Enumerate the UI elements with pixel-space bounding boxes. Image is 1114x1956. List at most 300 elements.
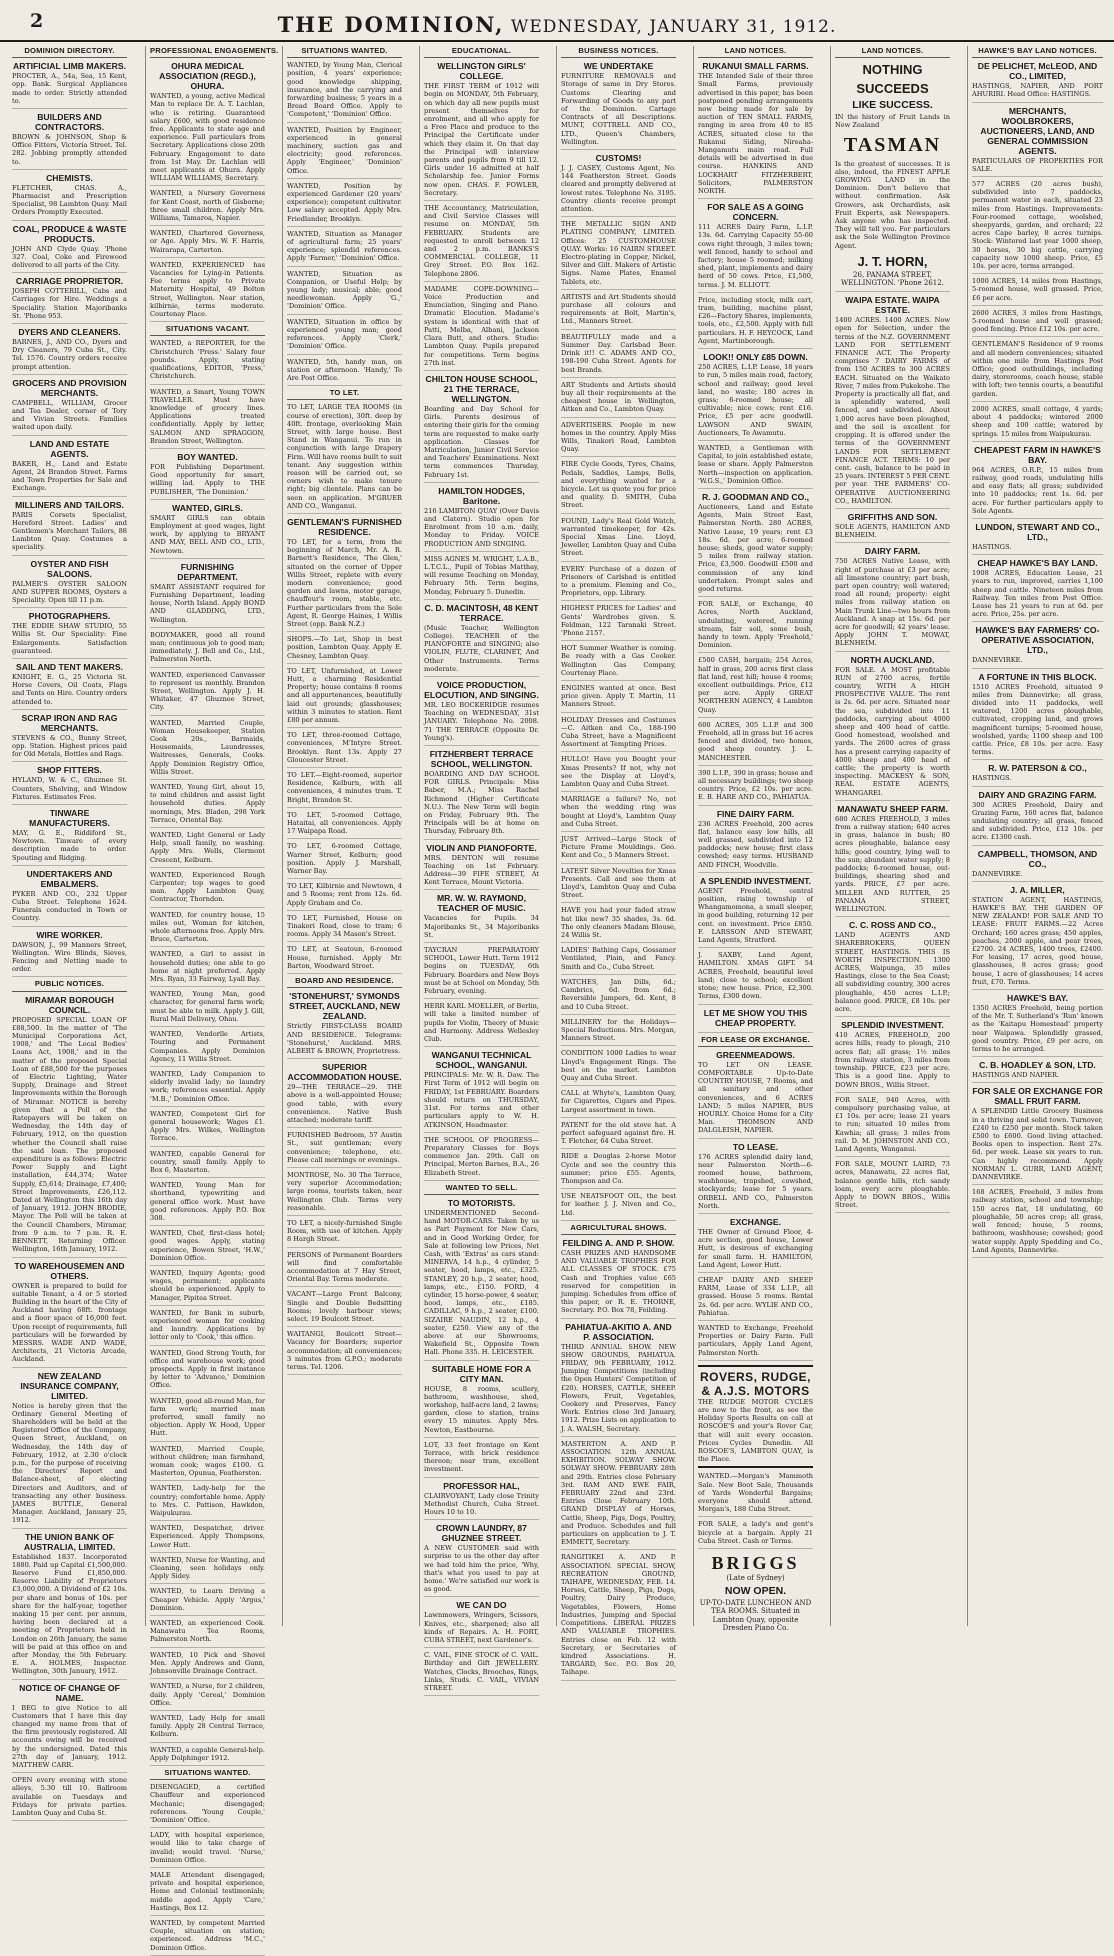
advertisement: [698, 61, 813, 199]
ad-body: 390 L.I.P., 390 in grass; house and all necessary buildings; two sheep country. Price, £2 10s. per acre. E. B. HARE AND CO., PAHIATUA.: [698, 768, 814, 802]
advertisement: [835, 546, 950, 651]
ad-body: TO LET, for a term, from the beginning of March, Mr. A. R. Barnett's Residence, 'The Glen,' situated on the corner of Upper Willis Street, replete with every modern convenience; good garden and lawns, motor garage, chauffeur's room, stable, etc. Further particulars from the Sole Agent, R. George Haines, 1 Willis Street (opp. Bank N.Z.): [287, 537, 402, 628]
advertisement: [287, 1131, 402, 1168]
ad-body: WANTED, a Nurse, for 2 children, daily. Apply 'Cereal,' Dominion Office.: [150, 1682, 265, 1707]
ad-body: WANTED, Inquiry Agents; good wages, permanent; applicants should be experienced. Apply to Manager, Pipitea Street.: [150, 1268, 265, 1302]
ad-body: Notice is hereby given that the Ordinary General Meeting of Shareholders will be held at the Registered Office of the Company, Queen Street, Auckland, on Wednesday, the 14th day of February, 1912, at 2.30 o'clock p.m., for the purpose of receiving the Directors' Report and Balance-sheet, of electing Directors and Auditors, and of transacting any other business. JAMES BUTTLE, General Manager. Auckland, January 25, 1912.: [12, 1401, 127, 1525]
section-heading: HAWKE'S BAY LAND NOTICES.: [972, 47, 1103, 58]
advertisement: [698, 1050, 813, 1139]
advertisement: [561, 1152, 676, 1189]
ad-body: THIRD ANNUAL SHOW. NEW SHOW GROUNDS, PAHIATUA. FRIDAY, 9th FEBRUARY, 1912. Jumping Competitions (including the Open Hunters' Competition of £20). HORSES, CATTLE, SHEEP. Flowers, Fruit, Vegetables, Cookery and Preserves, Fancy Work. Entries close 3rd January, 1912. Prize Lists on application to J. A. WALSH, Secretary.: [561, 1342, 676, 1433]
ad-body: FOR Publishing Department. Good opportunity for smart, willing lad. Apply to THE PUBLISHER, 'The Dominion.': [150, 462, 265, 496]
ad-body: WANTED, experienced Canvasser to represent us monthly. Brandon Street, Wellington. Apply J. H. Whitaker, 47 Ghuznee Street, City.: [150, 670, 265, 712]
advertisement: [972, 405, 1103, 442]
section-heading: BOARD AND RESIDENCE.: [287, 977, 402, 988]
ad-body: HYLAND, W. & C., Ghuznee St. Counters, Shelving, and Window Fixtures. Estimates Free.: [12, 776, 127, 801]
ad-heading: WANTED, GIRLS.: [172, 502, 243, 513]
advertisement: [12, 61, 127, 109]
advertisement: [698, 1276, 813, 1321]
horn-heading: J. T. HORN,: [857, 253, 928, 269]
ad-heading: FURNISHING DEPARTMENT.: [177, 561, 238, 582]
ad-body: 111 ACRES Dairy Farm, L.I.P. 13s. 6d. Carrying Capacity 55-60 cows right through, 3 miles town; well fenced, handy to school and factory; house 5 roomed; milking shed, plant, implements and dairy herd of 50 cows. Price, £1,500, terms. J. M. ELLIOTT.: [698, 223, 813, 289]
situations-wanted-listings: [150, 1783, 265, 1956]
ad-body: AGENT Freehold, central position, rising township of Whangamomona, a small sleeper, in good building, returning 12 per cent. on investment. Price £850. F. LARSSON AND STEWART, Land Agents, Stratford.: [698, 886, 813, 945]
ad-body: TO LET, at Seatoun, 6-roomed House, furnished. Apply Mr. Barton, Woodward Street.: [287, 945, 402, 970]
lease-exchange-listings: [698, 1050, 813, 1361]
briggs-status: NOW OPEN.: [724, 1585, 787, 1598]
advertisement: [972, 180, 1103, 274]
business-listings: [561, 61, 676, 1221]
ad-heading: MR. W. W. RAYMOND, TEACHER OF MUSIC.: [437, 893, 526, 914]
misc-listings: [698, 1472, 813, 1549]
column-land-notices-1: [693, 46, 817, 1632]
advertisement: [150, 1746, 265, 1766]
ad-body: TO LET, Kilbirnie and Newtown, 4 and 5 Rooms; rent from 12s. 6d. Apply Graham and Co.: [287, 882, 402, 907]
advertisement: [150, 339, 265, 384]
ad-body: BAKER, H., Land and Estate Agent, 24 Brandon Street. Farms and Town Properties for Sale and Exchange.: [12, 459, 127, 493]
advertisement: [287, 991, 402, 1059]
advertisement: [424, 1523, 539, 1597]
ad-heading: CHILTON HOUSE SCHOOL, 21 THE TERRACE, WELLINGTON.: [425, 373, 538, 404]
advertisement: [12, 1683, 127, 1774]
ad-body: RIDE a Douglas 2-horse Motor Cycle and see the country this summer; price £55. Agents, Thompson and Co.: [561, 1152, 676, 1185]
advertisement: [150, 388, 265, 449]
ad-heading: FINE DAIRY FARM.: [716, 808, 795, 819]
advertisement: [972, 885, 1103, 990]
advertisement: [698, 1324, 813, 1361]
ad-heading: MERCHANTS, WOOLBROKERS, AUCTIONEERS, LAND, AND GENERAL COMMISSION AGENTS.: [980, 105, 1095, 156]
briggs-text: UP-TO-DATE LUNCHEON AND TEA ROOMS. Situated in Lambton Quay, opposite Dresden Piano Co.: [699, 1599, 812, 1632]
ad-body: PRINCIPALS: Mr. W. R. Daw. The First Term of 1912 will begin on FRIDAY, 1st FEBRUARY. Boarders should return on THURSDAY, 31st. For terms and other particulars apply to W. H. ATKINSON, Headmaster.: [424, 1071, 539, 1129]
ad-heading: COAL, PRODUCE & WASTE PRODUCTS.: [12, 223, 127, 244]
ad-body: 964 ACRES, O.R.P., 15 miles from railway, good roads, undulating hills and easy flats; all grass; subdivided into 10 paddocks; rent 1s. 6d. per acre. For further particulars apply to Sole Agents.: [972, 465, 1103, 515]
ad-body: FOR SALE. A MOST profitable RUN of 2700 acres, fertile country, WITH A HIGH PROSPECTIVE VALUE. The rent is 2s. 6d. per acre. Situated near the sea, subdivided into 11 paddocks, carrying about 4000 sheep and 400 head of cattle. Good homestead, woolshed and yards. The 2600 acres of grass has a present carrying capacity of 4000 sheep and 400 head of cattle; the property is worth inspecting. MACKESY & SON, REAL ESTATE AGENTS, WHANGAREI.: [835, 665, 950, 797]
advertisement: [150, 452, 265, 500]
section-heading: PUBLIC NOTICES.: [12, 980, 127, 991]
ad-heading: CHEAPEST FARM IN HAWKE'S BAY.: [974, 444, 1101, 465]
ad-body: MAY, G. E., Riddiford St., Newtown. Tinware of every description made to order. Spouting and Ridging.: [12, 828, 127, 862]
ad-heading: C. C. ROSS AND CO.,: [848, 920, 937, 931]
advertisement: [972, 763, 1103, 786]
advertisement: [12, 1532, 127, 1680]
situations-vacant-listings: [150, 339, 265, 1765]
motors-heading: ROVERS, RUDGE, & A.J.S. MOTORS: [699, 1369, 811, 1398]
land-listings: [698, 61, 813, 1032]
advertisement: [424, 285, 539, 371]
advertisement: [12, 224, 127, 274]
advertisement: [424, 374, 539, 483]
ad-body: WANTED, Married Couple, without children; man farmhand, woman cook; wages £100. G. Masterton, Opunua, Featherston.: [150, 1444, 265, 1478]
ad-body: STATION AGENT, HASTINGS, HAWKE'S BAY. THE GARDEN OF NEW ZEALAND! FOR SALE AND TO LEASE: FRUIT FARMS.—22 Acres Orchard; 160 acres grass; 450 apples, peaches, 2000 apple, and pear trees, £2700. 24 ACRES, 1400 trees, £2400. For leasing, 17 acres, good house, glasshouses, 8 acres grass; good house, 1 acre of glasshouses; 14 acres fruit, £70. Terms.: [972, 895, 1103, 986]
advertisement: [12, 930, 127, 978]
advertisement: [150, 671, 265, 716]
ad-body: WANTED, 10 Pick and Shovel Men. Apply Andrews and Gunn, Johnsonville Drainage Contract.: [150, 1650, 265, 1676]
advertisement: [698, 721, 813, 766]
advertisement: [972, 1060, 1103, 1083]
ad-body: PERSONS of Permanent Boarders will find comfortable accommodation at 7 Hay Street, Oriental Bay. Terms moderate.: [287, 1250, 402, 1284]
ad-body: Strictly FIRST-CLASS BOARD AND RESIDENCE. Telegrams: 'Stonehurst,' Auckland. MRS. ALBERT & BROWN, Proprietress.: [287, 1022, 402, 1055]
ad-body: 300 ACRES Freehold, Dairy and Grazing Farm, 160 acres flat, balance undulating country; all grass, fenced and subdivided. Price, £12 10s. per acre. £1300 cash.: [972, 800, 1103, 842]
advertisement: [972, 1086, 1103, 1185]
ad-body: SMART GIRLS can obtain Employment at good wages, light work, by applying to BRYANT AND MAY, BELL AND CO., LTD., Newtown.: [150, 513, 265, 555]
section-heading: SITUATIONS VACANT.: [150, 325, 265, 336]
ad-heading: BOY WANTED.: [177, 451, 238, 462]
advertisement: [12, 112, 127, 170]
advertisement: [972, 1188, 1103, 1258]
advertisement: [150, 189, 265, 226]
advertisement: [424, 749, 539, 840]
ad-body: BOARDING AND DAY SCHOOL FOR GIRLS. Principals: Miss Baber, M.A.; Miss Rachel Richmond (Higher Certificate N.U.). The New Term will begin on Friday, February 9th. The Principals will be at home on Thursday, February 8th.: [424, 770, 539, 836]
ad-body: WANTED, good all-round Man, for farm work; married man preferred, small family no objection. Apply W. Hood, Upper Hutt.: [150, 1396, 265, 1438]
ad-heading: GREENMEADOWS.: [716, 1049, 795, 1060]
column-hawkes-bay: [967, 46, 1107, 1626]
advertisement: [424, 486, 539, 552]
advertisement: [835, 804, 950, 917]
ad-heading: C. B. HOADLEY & SON, LTD.: [979, 1060, 1096, 1071]
ad-body: BODYMAKER, good all round man; continuous job to good man; immediately. J. Bell and Co., Ltd., Palmerston North.: [150, 630, 265, 664]
masthead: [0, 0, 1114, 42]
advertisement: [150, 229, 265, 258]
like-success-heading: LIKE SUCCESS.: [852, 99, 933, 112]
ad-heading: R. J. GOODMAN AND CO.,: [701, 491, 810, 502]
ad-heading: VIOLIN AND PIANOFORTE.: [426, 842, 537, 853]
advertisement: [561, 835, 676, 864]
column-educational: [419, 46, 543, 1693]
advertisement: [150, 950, 265, 987]
advertisement: [698, 769, 813, 806]
ad-heading: DE PELICHET, McLEOD, AND CO., LIMITED,: [977, 61, 1098, 82]
section-heading: WANTED TO SELL.: [424, 1184, 539, 1195]
ad-heading: MANAWATU SHEEP FARM.: [837, 803, 948, 814]
advertisement: [150, 1030, 265, 1067]
advertisement: [287, 1290, 402, 1327]
advertisement: [287, 635, 402, 664]
ad-heading: SHOP FITTERS.: [37, 765, 102, 776]
advertisement: [561, 604, 676, 641]
ad-body: WANTED, Good Strong Youth, for office and warehouse work; good prospects. Apply in first instance by letter to 'Advance,' Dominion Office.: [150, 1348, 265, 1390]
nothing-heading: NOTHING: [862, 62, 923, 78]
ad-body: J. SAXBY, Land Agent, HAMILTON. XMAS GIFT. 54 ACRES, Freehold, beautiful level land; close to school; excellent stone; new house. Price, £2,300. Terms, £300 down.: [698, 951, 813, 1001]
advertisement: [150, 631, 265, 668]
ad-body: WANTED, a REPORTER, for the Christchurch 'Press.' Salary four pounds. Apply, stating qualifications, EDITOR, 'Press,' Christchurch.: [150, 339, 265, 381]
advertisement: [698, 352, 813, 441]
ad-body: DAWSON, J., 99 Manners Street, Wellington. Wire Blinds, Sieves, Fencing and Netting made to order.: [12, 940, 127, 974]
column-directory: [8, 46, 131, 1818]
ad-body: MARRIAGE a failure? No, not when the wedding ring was bought at Lloyd's, Lambton Quay and Cuba Street.: [561, 795, 676, 828]
ad-body: FOR SALE, a lady's and gent's bicycle at a bargain. Apply 21 Cuba Street. Cash or Terms.: [698, 1520, 813, 1545]
advertisement: [698, 1217, 813, 1273]
ad-body: WANTED, Lady Companion to elderly invalid lady; no laundry work; references essential. Apply 'M.B.,' Dominion Office.: [150, 1069, 265, 1103]
ad-heading: HAWKE'S BAY.: [1007, 993, 1068, 1004]
ad-body: WANTED, Position by Engineer, experienced in general machinery, suction gas and electricity; good references. Apply 'Engineer,' 'Dominion' Office.: [287, 125, 402, 175]
ad-heading: PHOTOGRAPHERS.: [28, 611, 111, 622]
ad-body: SOLE AGENTS, HAMILTON AND BLENHEIM.: [835, 522, 950, 540]
ad-body: WAITANGI, Boulcott Street—Vacancy for Boarders; superior accommodation; all conveniences; 3 minutes from G.P.O.; moderate terms. Tel. 1206.: [287, 1330, 402, 1371]
ad-heading: PAHIATUA-AKITIO A. AND P. ASSOCIATION.: [565, 1321, 672, 1342]
advertisement: [835, 1160, 950, 1213]
ad-body: JUST Arrived—Large Stock of Picture Frame Mouldings. Geo. Kent and Co., 5 Manners Street.: [561, 835, 676, 860]
advertisement: [698, 809, 813, 873]
advertisement: [698, 492, 813, 597]
advertisement: [698, 876, 813, 948]
briggs-advert: [698, 1553, 813, 1632]
ad-body: SMART ASSISTANT required for Furnishing Department, leading house, North Island. Apply BOND AND GLADDING, LTD., Wellington.: [150, 582, 265, 624]
ad-body: WANTED, for Bank in suburb, experienced woman for cooking and laundry. Applications by letter only to 'Cook,' this office.: [150, 1308, 265, 1342]
ad-body: ENGINES wanted at once. Best price given. Apply T. Martin, 11 Manners Street.: [561, 684, 676, 709]
ad-heading: WELLINGTON GIRLS' COLLEGE.: [437, 61, 526, 82]
ad-body: 600 ACRES, 305 L.I.P. and 300 Freehold, all in grass but 16 acres fenced and divided, two homes, good sheep country. J. L. MANCHESTER.: [698, 720, 813, 762]
board-residence-listings: [287, 991, 402, 1375]
ad-heading: FITZHERBERT TERRACE SCHOOL, WELLINGTON.: [429, 749, 534, 769]
ad-body: WANTED, Chef, first-class hotel; good wages. Apply, stating experience, Bowen Street, 'H.W.,' Dominion Office.: [150, 1229, 265, 1262]
ad-body: WANTED, Situation in office by experienced young man; good references. Apply 'Clerk,' 'Dominion' Office.: [287, 317, 402, 351]
advertisement: [424, 603, 539, 677]
briggs-heading: BRIGGS: [711, 1553, 800, 1574]
advertisement: [287, 1062, 402, 1128]
succeeds-heading: SUCCEEDS: [856, 81, 929, 97]
ad-heading: HAWKE'S BAY FARMERS' CO-OPERATIVE ASSOCIATION, LTD.,: [975, 625, 1100, 656]
ad-body: 176 ACRES splendid dairy land, near Palmerston North—6-roomed house, bathroom, washhouse, trapshed, cowshed, stockyards; lease for 5 years. ORBELL AND CO., Palmerston North.: [698, 1152, 813, 1210]
column-professional: [145, 46, 279, 1952]
advertisement: [561, 1322, 676, 1437]
ad-body: WANTED, 5th, handy man, on station or afternoon. 'Handy,' To Are Post Office.: [287, 357, 402, 382]
ad-body: WANTED, Lady-help for the country; comfortable home. Apply to Mrs. C. Pattison, Hawkdon, Waipukurau.: [150, 1484, 265, 1518]
ad-body: THE SCHOOL OF PROGRESS—Preparatory Classes for Boys commence Jan. 29th. Call on Principal, Merton Barnes, B.A., 26 Elizabeth Street.: [424, 1135, 540, 1177]
advertisement: [287, 1330, 402, 1375]
advertisement: [287, 1171, 402, 1216]
ad-body: OPEN every evening with stone alleys, 5.30 till 10. Ballroom available on Tuesdays and Fridays for private parties. Lambton Quay and Cuba St.: [12, 1776, 127, 1818]
ad-body: 1350 ACRES Freehold, being portion of the Mr. T. Sutherland's 'Run' known as the 'Kaitapu Homestead' property near Waipawa. Splendidly grassed, good country. Price, £9 per acre, on terms to be arranged.: [972, 1004, 1103, 1054]
ad-body: JOSEPH COTTERILL, Cabs and Carriages for Hire. Weddings a Speciality. Station Majoribanks St. 'Phone 953.: [12, 287, 127, 320]
ad-heading: RUKANUI SMALL FARMS.: [702, 61, 809, 72]
advertisement: [150, 871, 265, 908]
advertisement: [150, 1524, 265, 1553]
ad-body: PARTICULARS OF PROPERTIES FOR SALE.: [972, 156, 1103, 173]
advertisement: [424, 1651, 539, 1696]
advertisement: [12, 995, 127, 1258]
advertisement: [12, 1371, 127, 1529]
ad-body: TO LET.—Eight-roomed, superior Residence, Kelburn, with all conveniences, 4 minutes tram. T. Bright, Brandon St.: [287, 771, 402, 804]
ad-heading: CUSTOMS!: [595, 153, 642, 164]
advertisement: [561, 1018, 676, 1047]
advertisement: [424, 204, 539, 282]
advertisement: [424, 1050, 539, 1132]
ad-body: FOR SALE, MOUNT LAIRD, 73 acres, Manawatu, 22 acres flat, balance gentle hills, rich sandy loam, every acre ploughable. Apply to DOWN BROS., Willis Street.: [835, 1160, 950, 1210]
ad-body: 577 ACRES (20 acres bush), subdivided into 7 paddocks, permanent water in each, situated 23 miles from Hastings. Improvements: Four-roomed cottage, woolshed, sheepyards, garden, and orchard; 22 acres Cape barley, 8 acres turnips. Stock: Wintered last year 1000 sheep, 30 horses, 30 big cattle, carrying capacity now 1000 sheep. Price, £5 10s. per acre, terms arranged.: [972, 180, 1103, 271]
ad-heading: MIRAMAR BOROUGH COUNCIL.: [25, 994, 114, 1015]
advertisement: [561, 381, 676, 418]
advertisement: [698, 1520, 813, 1549]
ad-body: WANTED, a Girl to assist in household duties; one able to go home at night preferred. Apply Mrs. Ryan, 33 Fairway, Lyall Bay.: [150, 950, 265, 984]
advertisement: [12, 713, 127, 763]
ad-heading: C. D. MACINTOSH, 48 KENT TERRACE.: [424, 602, 539, 623]
ad-body: HERR KARL MOELLER, of Berlin, will take a limited number of pupils for Violin, Theory of Music and Harmony. Address Wellesley Club.: [424, 1002, 539, 1044]
advertisement: [287, 771, 402, 808]
tasman-heading: TASMAN: [843, 133, 942, 156]
advertisement: [12, 559, 127, 609]
ad-body: HIGHEST PRICES for Ladies' and Gents' Wardrobes given. S. Feldman, 122 Taranaki Street. 'Phone 2157.: [561, 604, 676, 637]
ad-body: HOLIDAY Dresses and Costumes—C. Aitken and Co., 188-190 Cuba Street, have a Magnificent Assortment at Tempting Prices.: [561, 715, 676, 749]
advertisement: [835, 1020, 950, 1092]
ad-body: A NEW CUSTOMER said with surprise to us the other day after we had told him the price, 'Why, that's what you used to pay at home.' We're satisfied our work is as good.: [424, 1544, 539, 1594]
professional-listings: [150, 61, 265, 322]
ad-body: FIRE Cycle Goods, Tyres, Chains, Pedals, Saddles, Lamps, Bells, and everything wanted for a bicycle. Let us quote you for price and quality. D. SMITH, Cuba Street.: [561, 460, 676, 510]
advertisement: [698, 444, 813, 489]
ad-body: GENTLEMAN'S Residence of 9 rooms and all modern conveniences; situated within one mile from Hastings Post Office; good outbuildings, including dairy, storerooms, coach house, stable with loft; two tennis courts, a beautiful garden.: [972, 340, 1103, 398]
advertisement: [12, 327, 127, 375]
advertisement: [561, 1238, 676, 1319]
ad-body: MRS. DENTON will resume Teaching on 1st February. Address—39 FIFE STREET, At Kent Terrace, Mount Victoria.: [424, 853, 539, 887]
advertisement: [287, 182, 402, 227]
advertisement: [150, 562, 265, 628]
ad-body: HOT Summer Weather is coming. Be ready with a Gas Cooker. Wellington Gas Company, Courtenay Place.: [561, 644, 676, 677]
public-notices-listings: [12, 995, 127, 1822]
section-heading: LAND NOTICES.: [835, 47, 950, 58]
ad-body: Vacancies for Pupils. 34 Majoribanks St., 34 Majoribanks St.: [424, 914, 539, 939]
ad-body: MR. LEO BOCKERIDGE resumes Teaching on WEDNESDAY, 31st JANUARY. Telephone No. 2008. 71 THE TERRACE (Opposite Dr. Young's).: [424, 700, 539, 742]
advertisement: [150, 503, 265, 559]
advertisement: [561, 153, 676, 217]
advertisement: [150, 1349, 265, 1394]
advertisement: [150, 1831, 265, 1868]
advertisement: [698, 202, 813, 293]
advertisement: [972, 790, 1103, 846]
advertisement: [561, 644, 676, 681]
ad-body: WANTED, by competent Married Couple, situation on station; experienced. Address 'M.C.,' Dominion Office.: [150, 1918, 265, 1952]
ad-heading: LET ME SHOW YOU THIS CHEAP PROPERTY.: [703, 1007, 808, 1028]
ad-heading: R. W. PATERSON & CO.,: [988, 763, 1087, 774]
ad-body: HOUSE, 8 rooms, scullery, bathroom, washhouse, shed, workshop, half-acre land, 2 lawns; garden, close to station, trains every 15 minutes. Apply Mrs. Newton, Eastbourne.: [424, 1384, 539, 1434]
ad-body: OWNER is prepared to build for suitable Tenant, a 4 or 5 storied Building in the heart of the City of Auckland having 68ft. frontage and a floor space of 16,000 feet. Upon receipt of requirements, full particulars will be forwarded by MESSRS. WADE AND WADE, Architects, 21 Victoria Arcade, Auckland.: [12, 1281, 127, 1364]
section-heading: DOMINION DIRECTORY.: [12, 47, 127, 58]
advertisement: [150, 1110, 265, 1147]
ad-body: 2000 ACRES, small cottage, 4 yards; about 4 paddocks; wintered 2000 sheep and 100 cattle; watered by springs. 15 miles from Waipukurau.: [972, 404, 1103, 438]
ad-body: WANTED, a Smart, Young TOWN TRAVELLER. Must have knowledge of grocery lines. Applications treated confidentially. Apply by letter, SALMON AND SPRAGGON, Brandon Street, Wellington.: [150, 387, 265, 445]
ad-body: LOT, 33 feet frontage on Kent Terrace, with brick residence thereon; near tram, excellent investment.: [424, 1440, 539, 1474]
advertisement: [150, 1229, 265, 1266]
ad-heading: FEILDING A. AND P. SHOW.: [562, 1237, 675, 1248]
column-situations: [282, 46, 406, 1626]
ad-heading: CAMPBELL, THOMSON, AND CO.,: [977, 848, 1098, 869]
ad-body: THE Intended Sale of their three Small Farms, previously advertised in this paper, has been postponed pending arrangements now being made for sale by auction of TEN SMALL FARMS, ranging in area from 40 to 85 ACRES, situated close to the Rukanui Siding, Nireaha-Mangamutu main road. Full details will be advertised in due course. HANKINS AND LOCKHART FITZHERBERT, Solicitors, PALMERSTON NORTH.: [698, 72, 813, 196]
ad-heading: OHURA MEDICAL ASSOCIATION (REGD.), OHURA.: [159, 61, 256, 92]
ad-body: TO LET, Unfurnished, at Lower Hutt, a charming Residential Property; house contains 8 rooms and all appurtenances, beautifully laid out grounds; glasshouses; within 3 minutes to station. Rent £80 per annum.: [287, 666, 402, 725]
advertisement: [972, 993, 1103, 1057]
advertisement: [561, 565, 676, 602]
ad-heading: TINWARE MANUFACTURERS.: [29, 807, 110, 828]
hawkes-bay-listings: [972, 61, 1103, 1258]
ad-body: PROPOSED SPECIAL LOAN OF £88,500. In the matter of 'The Municipal Corporations Act, 1908,' and 'The Local Bodies' Loans Act, 1908,' and in the matter of the proposed Special Loan of £88,500 for the purposes of Electric Lighting, Water Supply, Drainage and Street Improvements within the Borough of Miramar. NOTICE is hereby given that a Poll of the Ratepayers will be taken on Wednesday, the 14th day of February, 1912, on the question whether the Council shall raise the said loan. The proposed expenditure is as follows: Electric Power Supply and Light installation, £44,374; Water Supply, £5,614; Drainage, £7,400; Street Improvements, £26,112. Dated at Wellington this 16th day of January, 1912. JOHN BRODIE, Mayor. The Poll will be taken at the Council Chambers, Miramar, from 9 a.m. to 7 p.m. R. E. BENNETT, Returning Officer. Wellington, 16th January, 1912.: [12, 1015, 128, 1254]
tasman-advert: [835, 134, 950, 293]
advertisement: [150, 1871, 265, 1916]
ad-body: HASTINGS, NAPIER, AND PORT AHURIRI. Head Office: HASTINGS.: [972, 82, 1103, 99]
ad-body: WANTED, a capable General-help. Apply Dolphinger 1912.: [150, 1745, 265, 1762]
ad-heading: MILLINERS AND TAILORS.: [15, 499, 124, 510]
ad-body: 1400 ACRES. 1400 ACRES. Now open for Selection, under the terms of the N.Z. GOVERNMENT LAND FOR SETTLEMENT FINANCE ACT. The Property comprises 7 DAIRY FARMS of from 150 ACRES to 300 ACRES EACH. Situated on the Waikato River, 7 miles from Pukekohe. The Property is practically all flat, and is splendidly watered, well fenced, and subdivided. About 1,000 acres have been ploughed, and the soil is excellent for cropping. It is offered under the terms of the GOVERNMENT LANDS FOR SETTLEMENT FINANCE ACT. TERMS: 10 per cent. cash, balance to be paid in 25 years. INTEREST 5 PER CENT. per year. THE FARMERS' CO-OPERATIVE AUCTIONEERING CO., HAMILTON.: [835, 316, 950, 505]
ad-body: TO LET, LARGE TEA ROOMS (in course of erection), 30ft. deep by 40ft. frontage, overlooking Main Street, with large house. Best Stand in Wanganui. To run in conjunction with large Drapery Firm. Will have rooms built to suit tenant. Any suggestion within reason will be carried out, so owners wish to make tenure right; big clientele. Plans can be seen on application. M'GRUER AND CO., Wanganui.: [287, 403, 402, 510]
ad-body: LADIES' Bathing Caps, Gossamer Ventilated, Plain, and Fancy. Smith and Co., Cuba Street.: [561, 946, 676, 971]
ad-body: MASTERTON A. AND P. ASSOCIATION. 12th ANNUAL EXHIBITION. SOLWAY SHOW. SOLWAY SHOW. FEBRUARY 28th and 29th. Entries close February 3rd. RAM AND EWE FAIR, FEBRUARY 22nd and 23rd. Entries Close February 10th. GRAND DISPLAY of Horses, Cattle, Sheep, Pigs, Dogs, Poultry, and Produce. Schedules and full particulars on application to J. T. EMMETT, Secretary.: [561, 1439, 676, 1547]
ad-body: WANTED, for country house, 15 miles out, Woman for kitchen, whole afternoons free. Apply Mrs. Bruce, Carterton.: [150, 910, 265, 944]
ad-body: 168 ACRES, Freehold, 3 miles from railway station, school and township; 150 acres flat, 18 undulating, 60 ploughable, 50 acres crop; all grass, well fenced; house, 5 rooms, bathroom, washhouse; cowshed; good water supply. Apply Spedding and Co., Land Agents, Dannevirke.: [972, 1188, 1103, 1254]
ad-heading: FOR SALE OR EXCHANGE FOR SMALL FRUIT FARM.: [972, 1086, 1103, 1107]
ad-body: A SPLENDID Little Grocery Business in a thriving and solid town. Turnover, £240 to £250 per month. Stock taken £500 to £600. Good living attached. Books open to inspection. Rent 27s. 6d. per week. Lease six years to run. Can highly recommend. Apply NORMAN L. GURR, LAND AGENT, DANNEVIRKE.: [972, 1107, 1103, 1182]
ad-heading: VOICE PRODUCTION, ELOCUTION, AND SINGING.: [424, 679, 539, 700]
ad-body: 1510 ACRES Freehold, situated 9 miles from Dannevirke; all grass, divided into 11 paddocks, well watered, 1200 acres ploughable, cultivated, cropping land, and grows magnificent turnips; 5-roomed house, woolshed, yards; 1100 sheep and 100 cattle. Price, £8 10s. per acre. Easy terms.: [972, 682, 1103, 757]
advertisement: [561, 716, 676, 753]
advertisement: [150, 990, 265, 1027]
advertisement: [424, 1441, 539, 1478]
advertisement: [287, 842, 402, 879]
advertisement: [972, 849, 1103, 882]
ad-body: 1000 ACRES, 14 miles from Hastings, 5-roomed house, well grassed. Price, £6 per acre.: [972, 277, 1103, 302]
nothing-succeeds-advert: [835, 62, 950, 129]
advertisement: [561, 946, 676, 975]
directory-listings: [12, 61, 127, 977]
advertisement: [287, 358, 402, 387]
section-heading: BUSINESS NOTICES.: [561, 47, 676, 58]
ad-body: BROWN & JOHNSON, Shop & Office Fitters, Victoria Street. Tel. 282. Jobbing promptly attended to.: [12, 133, 127, 166]
advertisement: [972, 106, 1103, 177]
ad-body: WANTED, a Gentleman with Capital, to join established estate, lease or share. Apply Palmerston North—inspection on application. 'W.G.S.,' Dominion Office.: [698, 443, 813, 485]
ad-body: 410 ACRES, FREEHOLD, 200 acres hills, ready to plough, 210 acres flat; all grass; 1½ miles from railway station, 3 miles from township. PRICE, £23 per acre. This is a good line. Apply to DOWN BROS., Willis Street.: [835, 1031, 950, 1089]
ad-body: LADY, with hospital experience, would like to take charge of invalid; would travel. 'Nurse,' Dominion Office.: [150, 1831, 265, 1864]
ad-body: WANTED, Light General or Lady Help, small family, no washing. Apply Mrs. Wells, Clermont Crescent, Kelburn.: [150, 831, 265, 864]
ad-body: CHEAP DAIRY AND SHEEP FARM, Lease of 334 L.I.P., all grassed. House 5 rooms. Rental 2s. 6d. per acre. WYLIE AND CO., Pahiatua.: [698, 1275, 813, 1317]
ad-body: CASH PRIZES AND HANDSOME AND VALUABLE TROPHIES FOR ALL CLASSES OF STOCK. £75 Cash and Trophies value £65 reserved for competition in jumping. Schedules from office of this paper, or R. E. THORNE, Secretary. P.O. Box 78, Feilding.: [561, 1248, 676, 1315]
column-land-notices-2: [830, 46, 954, 1626]
advertisement: [287, 517, 402, 632]
ad-heading: GROCERS AND PROVISION MERCHANTS.: [12, 377, 127, 398]
advertisement: [561, 1049, 676, 1086]
advertisement: [561, 333, 676, 378]
section-heading: AGRICULTURAL SHOWS.: [561, 1224, 676, 1235]
ad-body: CONDITION 1000 Ladies to wear Lloyd's Engagement Rings. The best on the market. Lambton Quay and Cuba Street.: [561, 1049, 676, 1082]
advertisement: [698, 1008, 813, 1033]
ad-body: WANTED, Situation as Companion, or Useful Help; by young lady; musical; able; good needlewoman. Apply 'G.,' 'Dominion' Office.: [287, 269, 402, 311]
advertisement: [698, 1472, 813, 1517]
ad-body: FOR SALE, 940 Acres, with compulsory purchasing value, at £1 10s. per acre; lease 21 years to run; situated 10 miles from Kawhia; all grass; 3 miles from rail. D. M. JOHNSTON AND CO., Land Agents, Wanganui.: [835, 1095, 950, 1153]
advertisement: [150, 1445, 265, 1482]
ad-heading: SAIL AND TENT MAKERS.: [16, 661, 123, 672]
advertisement: [972, 445, 1103, 519]
advertisement: [561, 684, 676, 713]
ad-body: PATENT for the old stove hat. A perfect safeguard against fire. H. T. Fletcher, 64 Cuba Street.: [561, 1120, 676, 1146]
ad-body: HAVE you had your faded straw hat like new? 35 shades, 3s. 6d. The only cleaners Madam Blouse, 24 Willis St.: [561, 906, 676, 940]
advertisement: [150, 1651, 265, 1680]
ad-body: 236 ACRES Freehold, 200 acres flat, balance easy low hills, all well grassed, subdivided into 12 paddocks; new house; first class cowshed; easy terms. HUSBAND AND FINCH, Woodville.: [698, 819, 813, 869]
masthead-title: [170, 12, 944, 37]
ad-body: TO LET, a nicely-furnished Single Room, with use of kitchen. Apply 8 Hargh Street.: [287, 1218, 402, 1244]
ad-heading: DAIRY AND GRAZING FARM.: [978, 789, 1097, 800]
advertisement: [12, 276, 127, 324]
ad-body: 680 ACRES FREEHOLD, 3 miles from a railway station; 640 acres in grass, balance in bush; 80 acres ploughable, balance easy hills; good country, lying well to the sun; abundant water supply; 8 paddocks; 6-roomed house, out-buildings, shearing shed and yards. PRICE, £7 per acre. MILLER AND RUTTER, 25 PANAMA STREET, WELLINGTON.: [835, 814, 950, 914]
ad-body: WANTED to Exchange, Freehold Properties or Dairy Farm. Full particulars, Apply Land Agent, Palmerston North.: [698, 1323, 813, 1357]
advertisement: [12, 808, 127, 866]
briggs-subheading: (Late of Sydney): [726, 1574, 785, 1583]
ad-body: HASTINGS.: [972, 542, 1012, 551]
advertisement: [561, 978, 676, 1015]
ad-body: PROCTER, A., 54a, Sea, 15 Kent, opp. Bank. Surgical Appliances made to order. Strictly attended to.: [12, 72, 127, 105]
advertisement: [424, 1136, 539, 1181]
advertisement: [150, 1269, 265, 1306]
advertisement: [150, 61, 265, 186]
ad-heading: ARTIFICIAL LIMB MAKERS.: [13, 61, 126, 72]
advertisement: [150, 831, 265, 868]
advertisement: [287, 270, 402, 315]
advertisement: [150, 1484, 265, 1521]
advertisement: [150, 1556, 265, 1585]
